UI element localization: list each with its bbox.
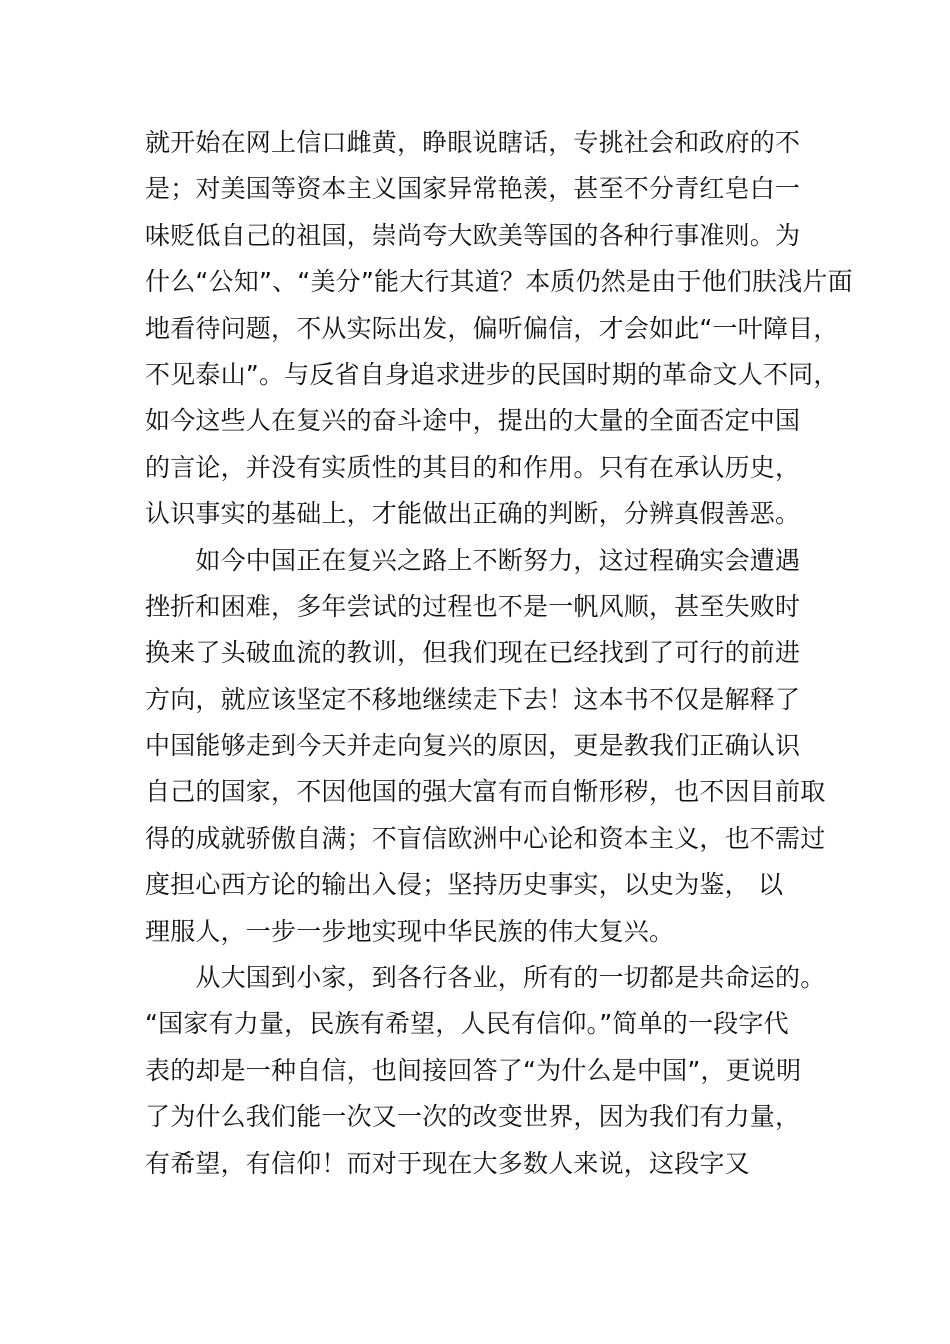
text-line: 理服人，一步一步地实现中华民族的伟大复兴。 bbox=[145, 916, 675, 946]
text-line: 就开始在网上信口雌黄，睁眼说瞎话，专挑社会和政府的不 bbox=[145, 128, 801, 157]
text-line: 得的成就骄傲自满；不盲信欧洲中心论和资本主义，也不需过 bbox=[145, 823, 826, 853]
text-line: 什么“公知”、“美分”能大行其道？本质仍然是由于他们肤浅片面 bbox=[145, 267, 853, 297]
body-text bbox=[145, 120, 853, 1187]
text-line: 认识事实的基础上，才能做出正确的判断，分辨真假善恶。 bbox=[145, 499, 801, 529]
text-line: 是；对美国等资本主义国家异常艳羡，甚至不分青红皂白一 bbox=[145, 174, 801, 204]
text-line: 方向，就应该坚定不移地继续走下去！这本书不仅是解释了 bbox=[145, 684, 801, 714]
text-line: “国家有力量，民族有希望，人民有信仰。”简单的一段字代 bbox=[145, 1009, 789, 1039]
text-line: 的言论，并没有实质性的其目的和作用。只有在承认历史， bbox=[145, 452, 801, 482]
text-line: 度担心西方论的输出入侵；坚持历史事实，以史为鉴， 以 bbox=[145, 870, 784, 900]
text-line: 自己的国家，不因他国的强大富有而自惭形秽，也不因目前取 bbox=[145, 777, 826, 807]
text-line: 从大国到小家，到各行各业，所有的一切都是共命运的。 bbox=[145, 963, 826, 993]
text-line: 有希望，有信仰！而对于现在大多数人来说，这段字又 bbox=[145, 1148, 750, 1178]
text-line: 味贬低自己的祖国，崇尚夸大欧美等国的各种行事准则。为 bbox=[145, 220, 801, 250]
text-line: 如今这些人在复兴的奋斗途中，提出的大量的全面否定中国 bbox=[145, 406, 801, 436]
text-line: 表的却是一种自信，也间接回答了“为什么是中国”，更说明 bbox=[145, 1055, 802, 1085]
text-line: 挫折和困难，多年尝试的过程也不是一帆风顺，甚至失败时 bbox=[145, 591, 801, 621]
text-line: 了为什么我们能一次又一次的改变世界，因为我们有力量， bbox=[145, 1102, 801, 1132]
text-line: 不见泰山”。与反省自身追求进步的民国时期的革命文人不同， bbox=[145, 359, 839, 389]
text-line: 地看待问题，不从实际出发，偏听偏信，才会如此“一叶障目， bbox=[145, 313, 839, 343]
text-line: 中国能够走到今天并走向复兴的原因，更是教我们正确认识 bbox=[145, 731, 801, 761]
text-line: 换来了头破血流的教训，但我们现在已经找到了可行的前进 bbox=[145, 638, 801, 668]
text-line: 如今中国正在复兴之路上不断努力，这过程确实会遭遇 bbox=[145, 545, 801, 575]
